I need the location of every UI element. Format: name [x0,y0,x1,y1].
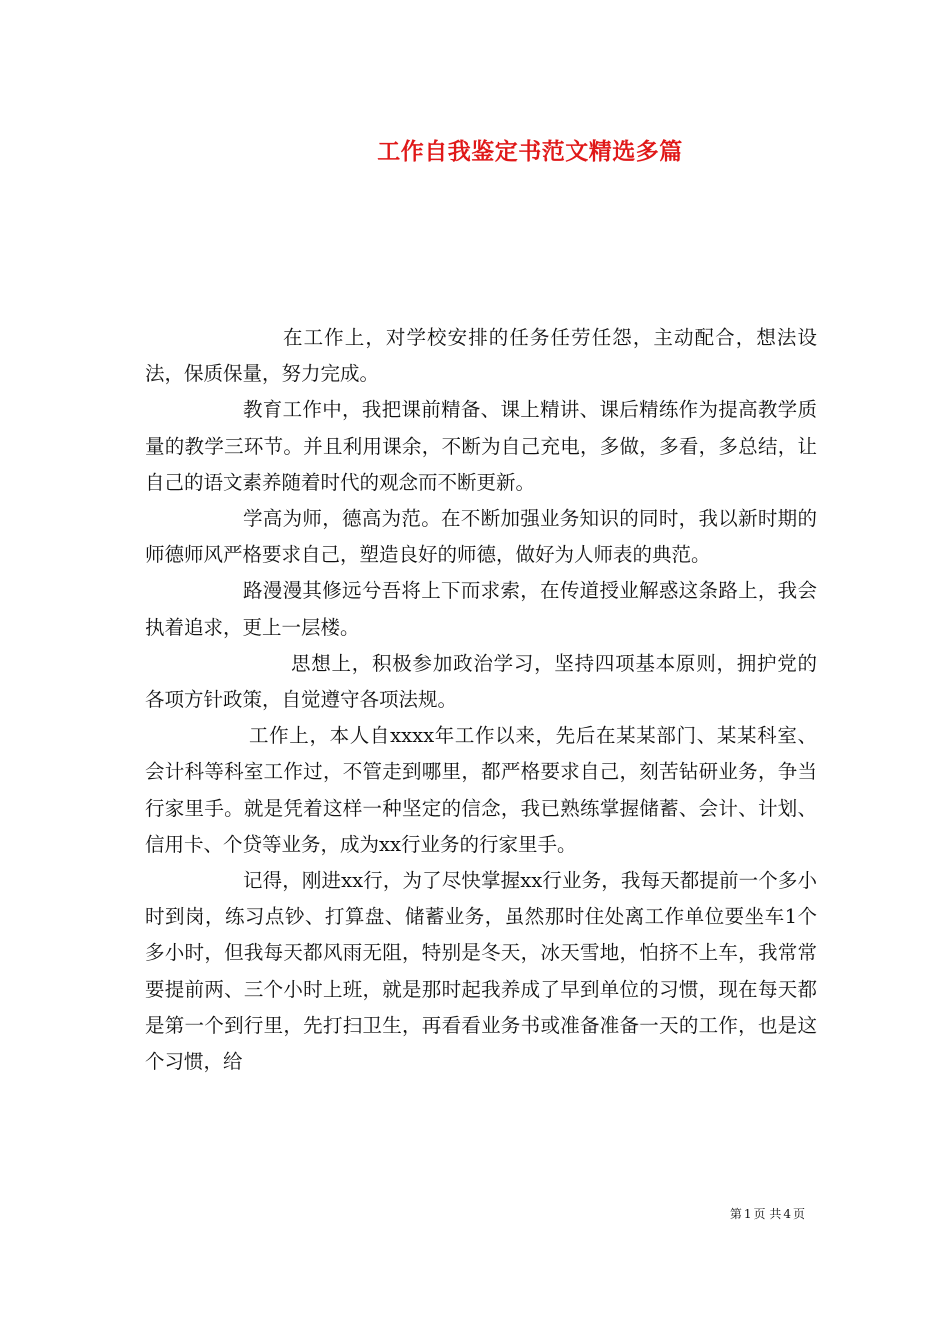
document-title: 工作自我鉴定书范文精选多篇 [377,138,683,165]
document-body [145,320,817,1080]
paragraph-7: 记得，刚进xx行，为了尽快掌握xx行业务，我每天都提前一个多小时到岗，练习点钞、打算盘、储蓄业务，虽然那时住处离工作单位要坐车1个多小时，但我每天都风雨无阻，特别是冬天，冰天雪地，怕挤不上车，我常常要提前两、三个小时上班，就是那时起我养成了早到单位的习惯，现在每天都是第一个到行里，先打扫卫生，再看看业务书或准备准备一天的工作，也是这个习惯，给 [145,869,817,1074]
footer-current-page: 1 [743,1207,752,1221]
paragraph-5: 思想上，积极参加政治学习，坚持四项基本原则，拥护党的各项方针政策，自觉遵守各项法规。 [145,651,817,712]
footer-suffix: 页 [792,1207,805,1221]
footer-middle: 页 共 [753,1207,782,1221]
paragraph-2: 教育工作中，我把课前精备、课上精讲、课后精练作为提高教学质量的教学三环节。并且利用课余，不断为自己充电，多做，多看，多总结，让自己的语文素养随着时代的观念而不断更新。 [145,398,817,494]
paragraph-1: 在工作上，对学校安排的任务任劳任怨，主动配合，想法设法，保质保量，努力完成。 [145,326,817,386]
paragraph-6: 工作上，本人自xxxx年工作以来，先后在某某部门、某某科室、会计科等科室工作过，不管走到哪里，都严格要求自己，刻苦钻研业务，争当行家里手。就是凭着这样一种坚定的信念，我已熟练掌握储蓄、会计、计划、信用卡、个贷等业务，成为xx行业务的行家里手。 [145,724,817,856]
page-footer [0,1205,806,1222]
paragraph-4: 路漫漫其修远兮吾将上下而求索，在传道授业解惑这条路上，我会执着追求，更上一层楼。 [145,579,817,639]
footer-total-pages: 4 [783,1207,791,1221]
paragraph-3: 学高为师，德高为范。在不断加强业务知识的同时，我以新时期的师德师风严格要求自己，塑造良好的师德，做好为人师表的典范。 [145,507,817,567]
footer-prefix: 第 [729,1207,742,1221]
